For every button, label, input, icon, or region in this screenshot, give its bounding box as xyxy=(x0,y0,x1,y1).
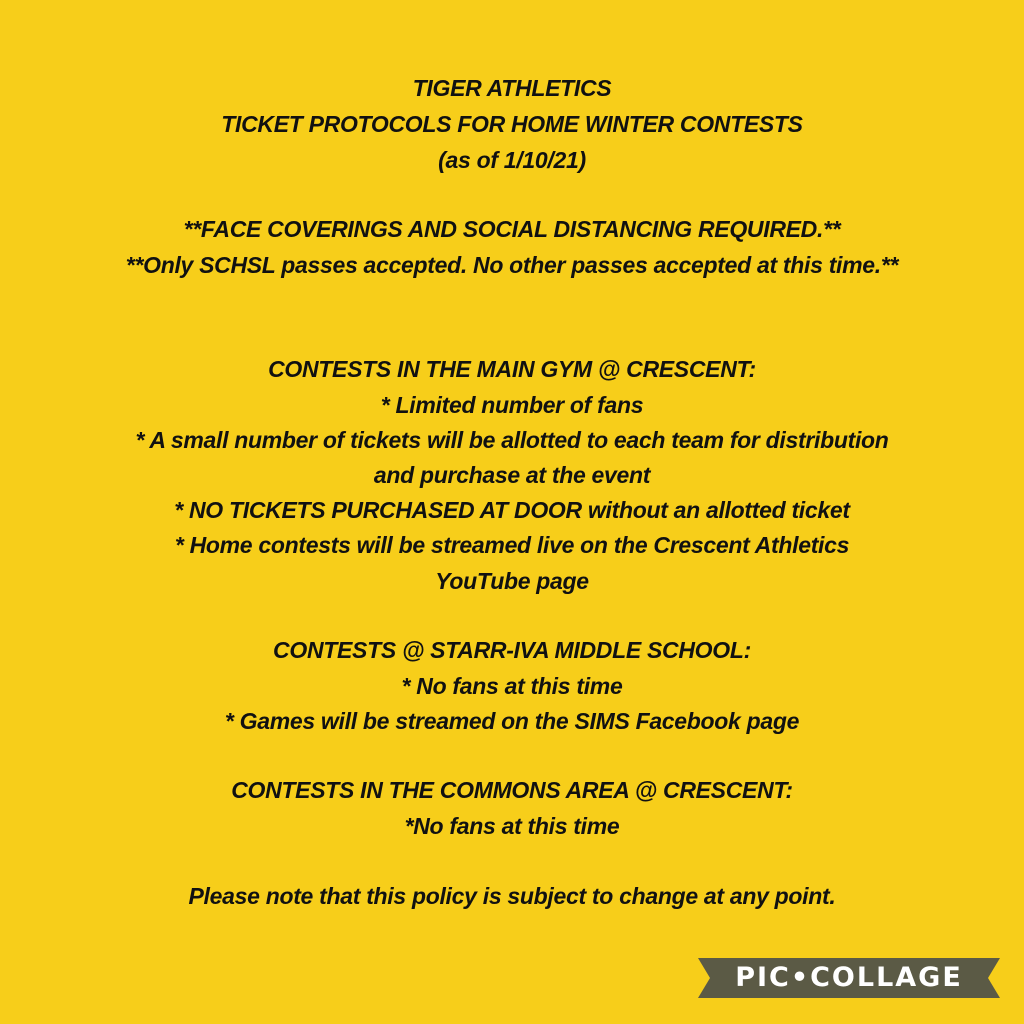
main-gym-bullet-fans: * Limited number of fans xyxy=(380,392,644,418)
commons-bullet-fans: *No fans at this time xyxy=(404,813,620,839)
main-gym-bullet-tickets-line1: * A small number of tickets will be allotted to each team for distribution xyxy=(135,427,889,453)
main-gym-bullet-door: * NO TICKETS PURCHASED AT DOOR without an allotted ticket xyxy=(174,497,850,523)
watermark-label: PIC•COLLAGE xyxy=(735,962,963,993)
main-gym-bullet-tickets-line2: and purchase at the event xyxy=(373,462,651,488)
page-title: TICKET PROTOCOLS FOR HOME WINTER CONTESTS xyxy=(221,111,803,137)
commons-heading: CONTESTS IN THE COMMONS AREA @ CRESCENT: xyxy=(231,777,793,803)
policy-change-note: Please note that this policy is subject to change at any point. xyxy=(188,883,836,909)
pic-collage-watermark xyxy=(698,958,1000,998)
mask-requirement: **FACE COVERINGS AND SOCIAL DISTANCING REQUIRED.** xyxy=(183,216,841,242)
date-note: (as of 1/10/21) xyxy=(438,147,586,173)
starr-iva-heading: CONTESTS @ STARR-IVA MIDDLE SCHOOL: xyxy=(273,637,751,663)
main-gym-bullet-stream-line1: * Home contests will be streamed live on the Crescent Athletics xyxy=(174,532,850,558)
starr-iva-bullet-fans: * No fans at this time xyxy=(401,673,623,699)
org-heading: TIGER ATHLETICS xyxy=(412,75,612,101)
main-gym-heading: CONTESTS IN THE MAIN GYM @ CRESCENT: xyxy=(268,356,756,382)
starr-iva-bullet-stream: * Games will be streamed on the SIMS Facebook page xyxy=(224,708,800,734)
pass-requirement: **Only SCHSL passes accepted. No other passes accepted at this time.** xyxy=(125,252,899,278)
main-gym-bullet-stream-line2: YouTube page xyxy=(435,568,589,594)
